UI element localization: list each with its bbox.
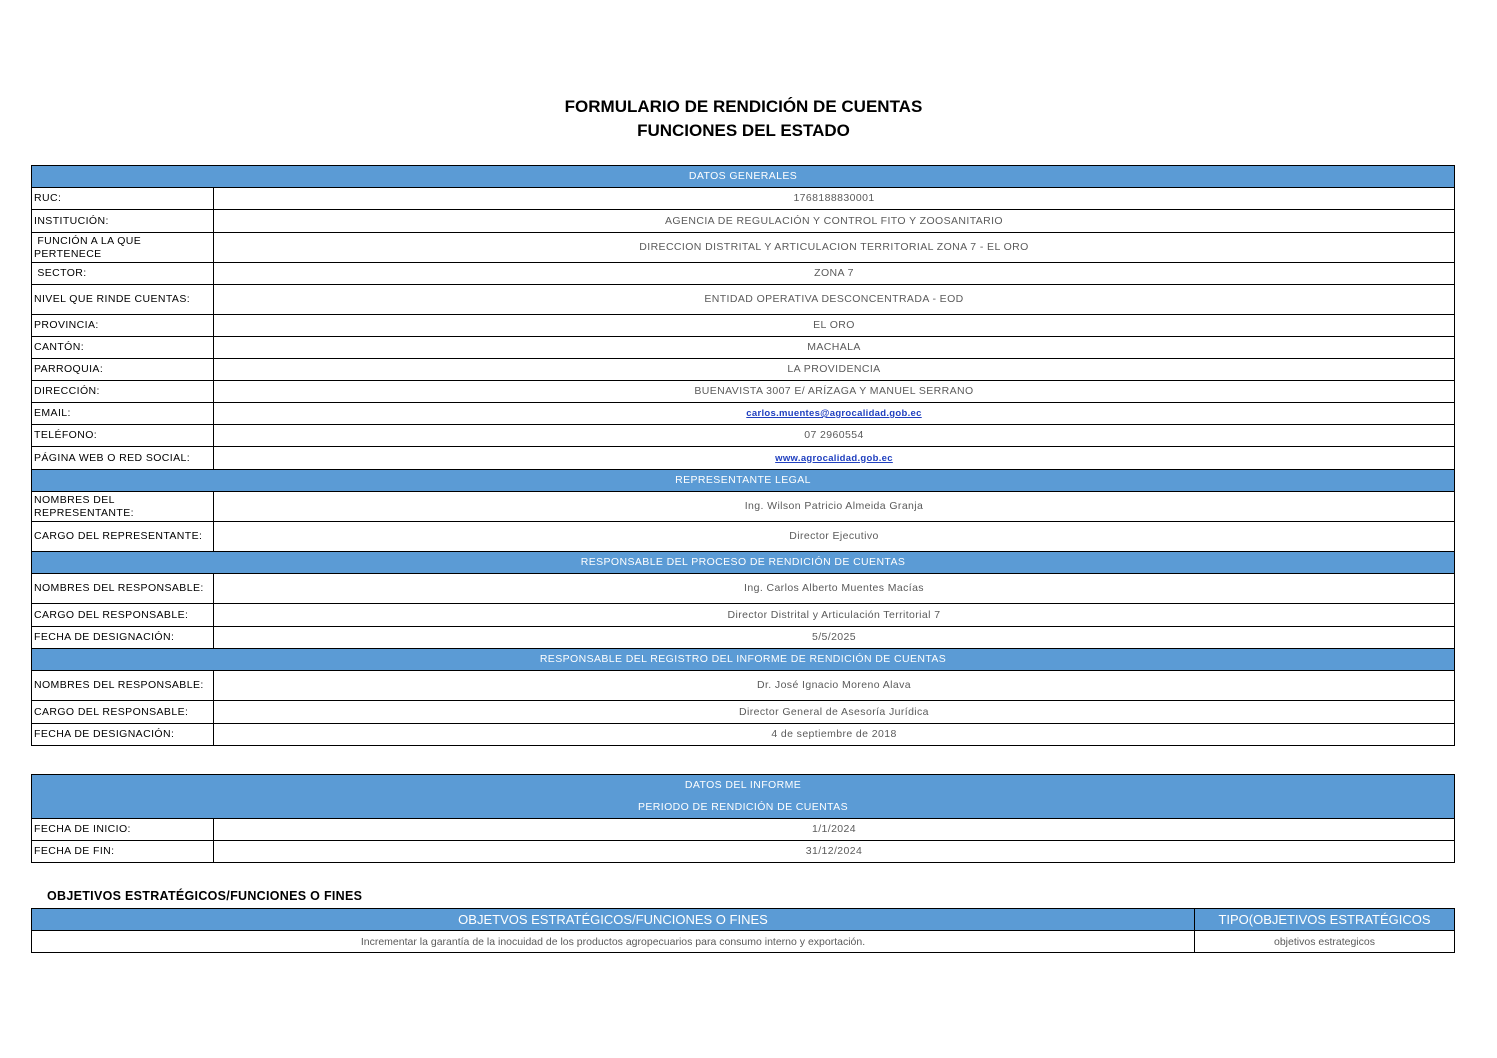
section-header-datos-generales: DATOS GENERALES xyxy=(32,166,1455,188)
table-row xyxy=(32,724,1455,746)
table-row xyxy=(32,359,1455,381)
table-row xyxy=(32,522,1455,552)
field-value: DIRECCION DISTRITAL Y ARTICULACION TERRITORIAL ZONA 7 - EL ORO xyxy=(214,233,1455,263)
email-link[interactable]: carlos.muentes@agrocalidad.gob.ec xyxy=(746,408,922,419)
field-value: ZONA 7 xyxy=(214,263,1455,285)
table-row xyxy=(32,188,1455,210)
field-label: NOMBRES DEL RESPONSABLE: xyxy=(32,574,214,604)
field-label: CARGO DEL REPRESENTANTE: xyxy=(32,522,214,552)
field-label: FUNCIÓN A LA QUE PERTENECE xyxy=(32,233,214,263)
table-row xyxy=(32,233,1455,263)
field-value: AGENCIA DE REGULACIÓN Y CONTROL FITO Y ZOOSANITARIO xyxy=(214,210,1455,233)
field-label: PÁGINA WEB O RED SOCIAL: xyxy=(32,447,214,470)
table-row xyxy=(32,604,1455,627)
field-label: RUC: xyxy=(32,188,214,210)
type-col-header: TIPO(OBJETIVOS ESTRATÉGICOS xyxy=(1195,909,1455,931)
form-title-line2: FUNCIONES DEL ESTADO xyxy=(637,121,850,140)
field-label: CARGO DEL RESPONSABLE: xyxy=(32,701,214,724)
field-label: SECTOR: xyxy=(32,263,214,285)
section-header-datos-informe: DATOS DEL INFORME xyxy=(32,775,1455,797)
table-row xyxy=(32,841,1455,863)
field-value: 1768188830001 xyxy=(214,188,1455,210)
field-value: MACHALA xyxy=(214,337,1455,359)
field-value: BUENAVISTA 3007 E/ ARÍZAGA Y MANUEL SERRANO xyxy=(214,381,1455,403)
field-value: EL ORO xyxy=(214,315,1455,337)
website-link[interactable]: www.agrocalidad.gob.ec xyxy=(775,452,893,464)
field-label: TELÉFONO: xyxy=(32,425,214,447)
field-label: FECHA DE FIN: xyxy=(32,841,214,863)
table-row xyxy=(32,403,1455,425)
field-value: LA PROVIDENCIA xyxy=(214,359,1455,381)
section-header-responsable-proceso: RESPONSABLE DEL PROCESO DE RENDICIÓN DE CUENTAS xyxy=(32,552,1455,574)
general-data-table xyxy=(31,165,1455,746)
field-value: Dr. José Ignacio Moreno Alava xyxy=(214,671,1455,701)
section-header-responsable-registro: RESPONSABLE DEL REGISTRO DEL INFORME DE RENDICIÓN DE CUENTAS xyxy=(32,649,1455,671)
field-label: NOMBRES DEL REPRESENTANTE: xyxy=(32,492,214,522)
field-label: PARROQUIA: xyxy=(32,359,214,381)
field-value: 1/1/2024 xyxy=(214,819,1455,841)
field-value: Ing. Wilson Patricio Almeida Granja xyxy=(214,492,1455,522)
field-value: ENTIDAD OPERATIVA DESCONCENTRADA - EOD xyxy=(214,285,1455,315)
field-value: 4 de septiembre de 2018 xyxy=(214,724,1455,746)
table-row xyxy=(32,627,1455,649)
objectives-col-header: OBJETVOS ESTRATÉGICOS/FUNCIONES O FINES xyxy=(32,909,1195,931)
field-value: Director General de Asesoría Jurídica xyxy=(214,701,1455,724)
field-value xyxy=(214,403,1455,425)
section-header-periodo: PERIODO DE RENDICIÓN DE CUENTAS xyxy=(32,797,1455,819)
field-value: Director Ejecutivo xyxy=(214,522,1455,552)
table-row xyxy=(32,671,1455,701)
field-value: 5/5/2025 xyxy=(214,627,1455,649)
objective-cell: Incrementar la garantía de la inocuidad de los productos agropecuarios para consumo interno y exportación. xyxy=(32,931,1195,953)
table-row xyxy=(32,819,1455,841)
field-value: 31/12/2024 xyxy=(214,841,1455,863)
table-row xyxy=(32,425,1455,447)
objectives-title: OBJETIVOS ESTRATÉGICOS/FUNCIONES O FINES xyxy=(47,889,363,903)
field-value: 07 2960554 xyxy=(214,425,1455,447)
field-label: INSTITUCIÓN: xyxy=(32,210,214,233)
table-row xyxy=(32,381,1455,403)
table-row xyxy=(32,337,1455,359)
table-row xyxy=(32,210,1455,233)
report-period-table xyxy=(31,774,1455,863)
field-value: Ing. Carlos Alberto Muentes Macías xyxy=(214,574,1455,604)
field-value: Director Distrital y Articulación Territorial 7 xyxy=(214,604,1455,627)
form-title-line1: FORMULARIO DE RENDICIÓN DE CUENTAS xyxy=(564,97,923,116)
table-row xyxy=(32,701,1455,724)
field-label: CARGO DEL RESPONSABLE: xyxy=(32,604,214,627)
table-row xyxy=(32,285,1455,315)
field-label: NOMBRES DEL RESPONSABLE: xyxy=(32,671,214,701)
field-label: FECHA DE INICIO: xyxy=(32,819,214,841)
field-label: FECHA DE DESIGNACIÓN: xyxy=(32,724,214,746)
table-row xyxy=(32,931,1455,953)
field-label: NIVEL QUE RINDE CUENTAS: xyxy=(32,285,214,315)
field-label: PROVINCIA: xyxy=(32,315,214,337)
table-row xyxy=(32,315,1455,337)
section-header-representante-legal: REPRESENTANTE LEGAL xyxy=(32,470,1455,492)
type-cell: objetivos estrategicos xyxy=(1195,931,1455,953)
field-label: FECHA DE DESIGNACIÓN: xyxy=(32,627,214,649)
table-row xyxy=(32,574,1455,604)
field-label: CANTÓN: xyxy=(32,337,214,359)
table-row xyxy=(32,447,1455,470)
field-value xyxy=(214,447,1455,470)
table-row xyxy=(32,263,1455,285)
table-row xyxy=(32,492,1455,522)
field-label: DIRECCIÓN: xyxy=(32,381,214,403)
field-label: EMAIL: xyxy=(32,403,214,425)
objectives-table xyxy=(31,908,1455,953)
